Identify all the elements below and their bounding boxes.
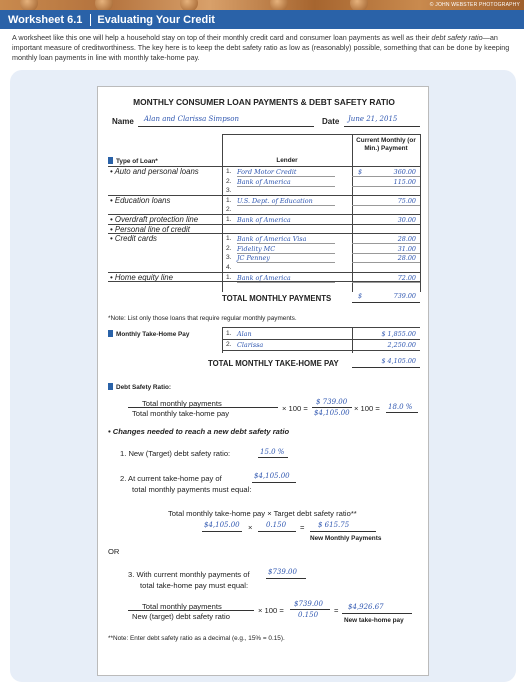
or-label: OR (108, 547, 120, 556)
payment-amount[interactable]: 28.00 (397, 254, 416, 263)
lender-name[interactable]: JC Penney (237, 254, 270, 263)
formula-result[interactable]: $ 615.75 (318, 521, 350, 529)
dsr-label: Debt Safety Ratio: (108, 383, 171, 391)
date-line (344, 126, 420, 127)
lender-number: 1. (226, 168, 232, 175)
total-takehome-value[interactable]: $ 4,105.00 (381, 357, 416, 365)
times-100-b: × 100 = (354, 404, 380, 413)
worksheet-header (0, 10, 524, 29)
ratio-value[interactable]: 18.0 % (388, 403, 413, 411)
date-label: Date (322, 117, 340, 126)
new-monthly-payments-label: New Monthly Payments (310, 535, 382, 542)
formula-label: Total monthly take-home pay × Target debt safety ratio** (168, 509, 357, 518)
note-decimal: **Note: Enter debt safety ratio as a decimal (e.g., 15% = 0.15). (108, 635, 285, 642)
intro-paragraph: A worksheet like this one will help a household stay on top of their monthly credit card and consumer loan payments as well as their debt safety ratio—an important measure of creditworthiness. The key here is to keep the debt safety ratio as low as (reasonably) possible, something that can be done by keeping monthly loan payments in line with monthly take-home pay. (12, 33, 510, 62)
loan-type-label: • Overdraft protection line (110, 215, 199, 224)
payment-amount[interactable]: 30.00 (397, 216, 416, 224)
formula-ratio[interactable]: 0.150 (266, 521, 287, 529)
lender-name[interactable]: Bank of America (237, 273, 291, 282)
takehome-number: 2. (226, 341, 232, 348)
date-value[interactable]: June 21, 2015 (348, 115, 398, 123)
takehome-amount[interactable]: 2,250.00 (387, 341, 416, 349)
frac3-top: Total monthly payments (142, 602, 222, 611)
photo-credit: © JOHN WEBSTER PHOTOGRAPHY (429, 2, 520, 8)
frac4-bottom[interactable]: 0.150 (298, 611, 319, 619)
lender-number: 3. (226, 254, 232, 262)
col-payment-header: Current Monthly (or Min.) Payment (356, 137, 416, 152)
times-100-c: × 100 = (258, 606, 284, 615)
name-line (138, 126, 314, 127)
equals-2: = (334, 606, 339, 615)
loan-type-label: • Credit cards (110, 234, 157, 244)
item2-rest: total monthly payments must equal: (132, 485, 252, 494)
worksheet-title: Evaluating Your Credit (90, 14, 215, 26)
frac4-top[interactable]: $739.00 (294, 600, 323, 608)
lender-number: 1. (226, 235, 232, 243)
changes-heading: • Changes needed to reach a new debt safety ratio (108, 427, 290, 436)
times-100: × 100 = (282, 404, 308, 413)
lender-number: 2. (226, 177, 232, 185)
lender-name[interactable]: Ford Motor Credit (237, 168, 297, 176)
name-label: Name (112, 117, 134, 126)
total-takehome-label: TOTAL MONTHLY TAKE-HOME PAY (208, 359, 339, 368)
lender-number: 4. (226, 264, 232, 271)
total-payments-label: TOTAL MONTHLY PAYMENTS (222, 294, 332, 303)
worksheet-form (97, 86, 429, 676)
item2-label: 2. At current take-home pay of (120, 474, 222, 483)
loan-type-label: • Auto and personal loans (110, 167, 199, 176)
payment-amount[interactable]: 31.00 (397, 244, 416, 253)
form-title: MONTHLY CONSUMER LOAN PAYMENTS & DEBT SAFETY RATIO (133, 97, 395, 107)
col-lender-header: Lender (276, 157, 298, 164)
takehome-number: 1. (226, 330, 232, 337)
result-2[interactable]: $4,926.67 (348, 603, 384, 611)
earner-name[interactable]: Alan (237, 330, 252, 338)
item3-value[interactable]: $739.00 (268, 568, 297, 576)
frac1-top: Total monthly payments (142, 399, 222, 408)
total-payments-dollar: $ (358, 292, 363, 300)
takehome-amount[interactable]: $ 1,855.00 (381, 330, 416, 338)
bullet-square-icon (108, 330, 113, 337)
lender-number: 2. (226, 244, 232, 252)
lender-name[interactable]: Bank of America Visa (237, 235, 307, 244)
bullet-square-icon (108, 157, 113, 164)
payment-amount[interactable]: 360.00 (393, 168, 416, 176)
item1-value[interactable]: 15.0 % (260, 448, 285, 456)
item2-value[interactable]: $4,105.00 (254, 472, 290, 480)
loan-type-label: • Home equity line (110, 272, 173, 282)
payment-amount[interactable]: 28.00 (397, 235, 416, 244)
frac2-top[interactable]: $ 739.00 (316, 398, 348, 406)
lender-number: 3. (226, 187, 232, 195)
bullet-square-icon (108, 383, 113, 390)
lender-number: 2. (226, 206, 232, 214)
payment-amount[interactable]: 75.00 (397, 196, 416, 205)
name-value[interactable]: Alan and Clarissa Simpson (144, 115, 239, 123)
payment-amount[interactable]: 115.00 (393, 177, 416, 186)
item3-label: 3. With current monthly payments of (128, 570, 250, 579)
lender-name[interactable]: Fidelity MC (237, 244, 276, 253)
lender-name[interactable]: Bank of America (237, 177, 291, 186)
frac2-bottom[interactable]: $4,105.00 (314, 409, 350, 417)
loan-type-label: • Personal line of credit (110, 224, 190, 234)
col-type-header: Type of Loan* (108, 157, 158, 165)
lender-number: 1. (226, 273, 232, 281)
frac3-bottom: New (target) debt safety ratio (132, 612, 230, 621)
item3-rest: total take-home pay must equal: (140, 581, 249, 590)
lender-name[interactable]: Bank of America (237, 216, 291, 224)
new-takehome-label: New take-home pay (344, 617, 404, 624)
formula-pay[interactable]: $4,105.00 (204, 521, 240, 529)
formula-times: × (248, 523, 253, 532)
dollar-sign: $ (358, 168, 363, 176)
note-loans: *Note: List only those loans that require regular monthly payments. (108, 315, 297, 322)
payment-amount[interactable]: 72.00 (397, 273, 416, 282)
lender-number: 1. (226, 216, 232, 223)
total-payments-value[interactable]: 739.00 (393, 292, 416, 300)
takehome-label: Monthly Take-Home Pay (108, 330, 189, 338)
loan-type-label: • Education loans (110, 195, 171, 205)
formula-equals: = (300, 523, 305, 532)
earner-name[interactable]: Clarissa (237, 341, 264, 349)
item1-label: 1. New (Target) debt safety ratio: (120, 449, 231, 458)
frac1-bottom: Total monthly take-home pay (132, 409, 230, 418)
worksheet-number: Worksheet 6.1 (8, 13, 83, 26)
lender-name[interactable]: U.S. Dept. of Education (237, 196, 313, 205)
lender-number: 1. (226, 196, 232, 204)
